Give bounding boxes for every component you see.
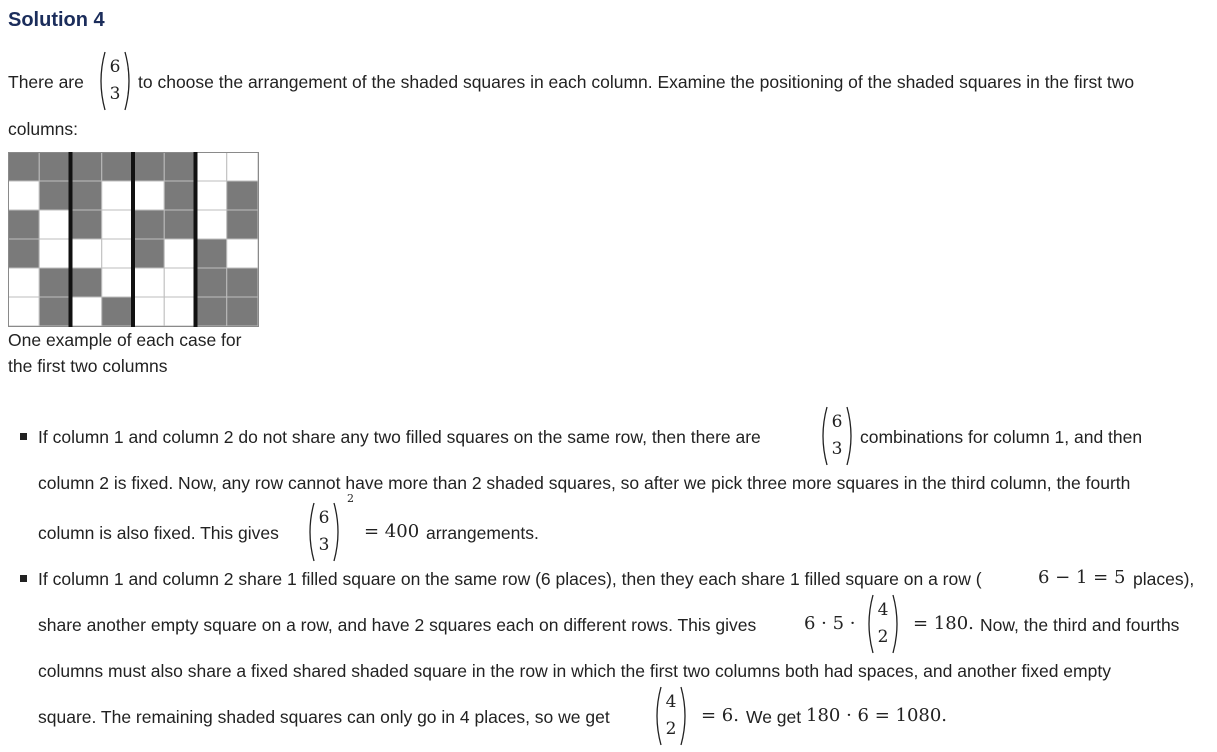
binomial-top: 6: [109, 57, 121, 77]
grid-cell: [102, 181, 133, 210]
grid-cell: [133, 268, 164, 297]
figure-caption-line-1: One example of each case for: [8, 330, 242, 350]
grid-cell: [39, 239, 70, 268]
binomial-bottom: 2: [665, 719, 677, 739]
bullet1-line1-before: If column 1 and column 2 do not share any two filled squares on the same row, then there are: [38, 427, 761, 447]
grid-cell: [39, 181, 70, 210]
grid-cell: [39, 297, 70, 326]
grid-cell: [102, 152, 133, 181]
grid-cell: [102, 268, 133, 297]
grid-cell: [71, 210, 102, 239]
solution-heading: Solution 4: [8, 9, 105, 31]
binomial-bottom: 3: [831, 439, 843, 459]
grid-cell: [164, 268, 195, 297]
grid-cell: [164, 210, 195, 239]
bullet1-line3-before: column is also fixed. This gives: [38, 523, 279, 543]
grid-cell: [196, 297, 227, 326]
grid-cell: [71, 181, 102, 210]
grid-cell: [164, 152, 195, 181]
binomial-4-2-bullet2: [866, 593, 900, 655]
bullet1-line3-after: arrangements.: [426, 523, 539, 543]
column-pair-divider: [194, 152, 198, 327]
bullet-marker-1: [20, 433, 27, 440]
column-pair-divider: [69, 152, 73, 327]
binomial-bottom: 2: [877, 627, 889, 647]
intro-text-after: to choose the arrangement of the shaded squares in each column. Examine the positioning of the shaded squares in the first two: [138, 72, 1135, 92]
grid-cell: [227, 297, 258, 326]
binomial-bottom: 3: [109, 84, 121, 104]
column-pair-divider: [131, 152, 135, 327]
bullet2-line2-before: share another empty square on a row, and have 2 squares each on different rows. This gives: [38, 615, 757, 635]
binomial-top: 4: [665, 692, 677, 712]
grid-cell: [227, 152, 258, 181]
bullet2-line1-b: places),: [1133, 569, 1195, 589]
bullet1-line1-after: combinations for column 1, and then: [860, 427, 1143, 447]
grid-cell: [39, 210, 70, 239]
grid-cell: [8, 152, 39, 181]
binomial-top: 6: [318, 508, 330, 528]
bullet2-math-6-1-5: 6 − 1 = 5: [1038, 567, 1126, 588]
grid-cell: [8, 181, 39, 210]
grid-cell: [8, 297, 39, 326]
bullet2-line4-before: square. The remaining shaded squares can only go in 4 places, so we get: [38, 707, 610, 727]
binomial-top: 4: [877, 600, 889, 620]
grid-cell: [133, 181, 164, 210]
grid-cell: [196, 268, 227, 297]
grid-cell: [71, 239, 102, 268]
grid-cell: [164, 297, 195, 326]
grid-cell: [133, 210, 164, 239]
grid-cell: [227, 268, 258, 297]
binomial-bottom: 3: [318, 535, 330, 555]
grid-cell: [8, 210, 39, 239]
grid-cell: [196, 181, 227, 210]
grid-cell: [71, 152, 102, 181]
grid-cell: [71, 297, 102, 326]
grid-svg: [8, 152, 259, 327]
binomial-6-3-intro: [98, 50, 132, 112]
intro-text-before: There are: [8, 72, 84, 92]
bullet1-math-400: = 400: [364, 521, 420, 542]
bullet2-line4-mid: We get: [746, 707, 802, 727]
grid-cell: [164, 181, 195, 210]
grid-cell: [196, 239, 227, 268]
grid-cell: [164, 239, 195, 268]
grid-cell: [196, 210, 227, 239]
binomial-4-2-bullet2-line4: [654, 685, 688, 747]
bullet2-math-6: = 6.: [701, 705, 739, 726]
grid-cell: [102, 297, 133, 326]
binomial-top: 6: [831, 412, 843, 432]
binomial-6-3-bullet1: [820, 405, 854, 467]
exponent-2: 2: [347, 492, 354, 505]
bullet1-line2: column 2 is fixed. Now, any row cannot have more than 2 shaded squares, so after we pick three more squares in the third column, the fourth: [38, 473, 1131, 493]
bullet2-math-6-5: 6 · 5 ·: [804, 613, 856, 634]
intro-text-continued: columns:: [8, 119, 79, 139]
grid-cell: [227, 210, 258, 239]
grid-cell: [71, 268, 102, 297]
bullet2-line3: columns must also share a fixed shared shaded square in the row in which the first two columns both had spaces, and another fixed empty: [38, 661, 1111, 681]
grid-cell: [133, 239, 164, 268]
bullet2-line2-after: Now, the third and fourths: [980, 615, 1180, 635]
grid-cell: [102, 239, 133, 268]
grid-cell: [39, 268, 70, 297]
grid-cell: [227, 181, 258, 210]
grid-cell: [133, 152, 164, 181]
figure-caption-line-2: the first two columns: [8, 356, 168, 376]
grid-cell: [133, 297, 164, 326]
grid-cell: [227, 239, 258, 268]
grid-cell: [8, 268, 39, 297]
shaded-squares-figure: [8, 152, 259, 332]
grid-cell: [8, 239, 39, 268]
grid-cell: [196, 152, 227, 181]
grid-cell: [39, 152, 70, 181]
bullet-marker-2: [20, 575, 27, 582]
bullet2-line1-a: If column 1 and column 2 share 1 filled square on the same row (6 places), then they each share 1 filled square on a row (: [38, 569, 982, 589]
bullet2-math-1080: 180 · 6 = 1080.: [806, 705, 948, 726]
bullet2-math-180: = 180.: [913, 613, 974, 634]
grid-cell: [102, 210, 133, 239]
binomial-6-3-squared: [307, 501, 341, 563]
